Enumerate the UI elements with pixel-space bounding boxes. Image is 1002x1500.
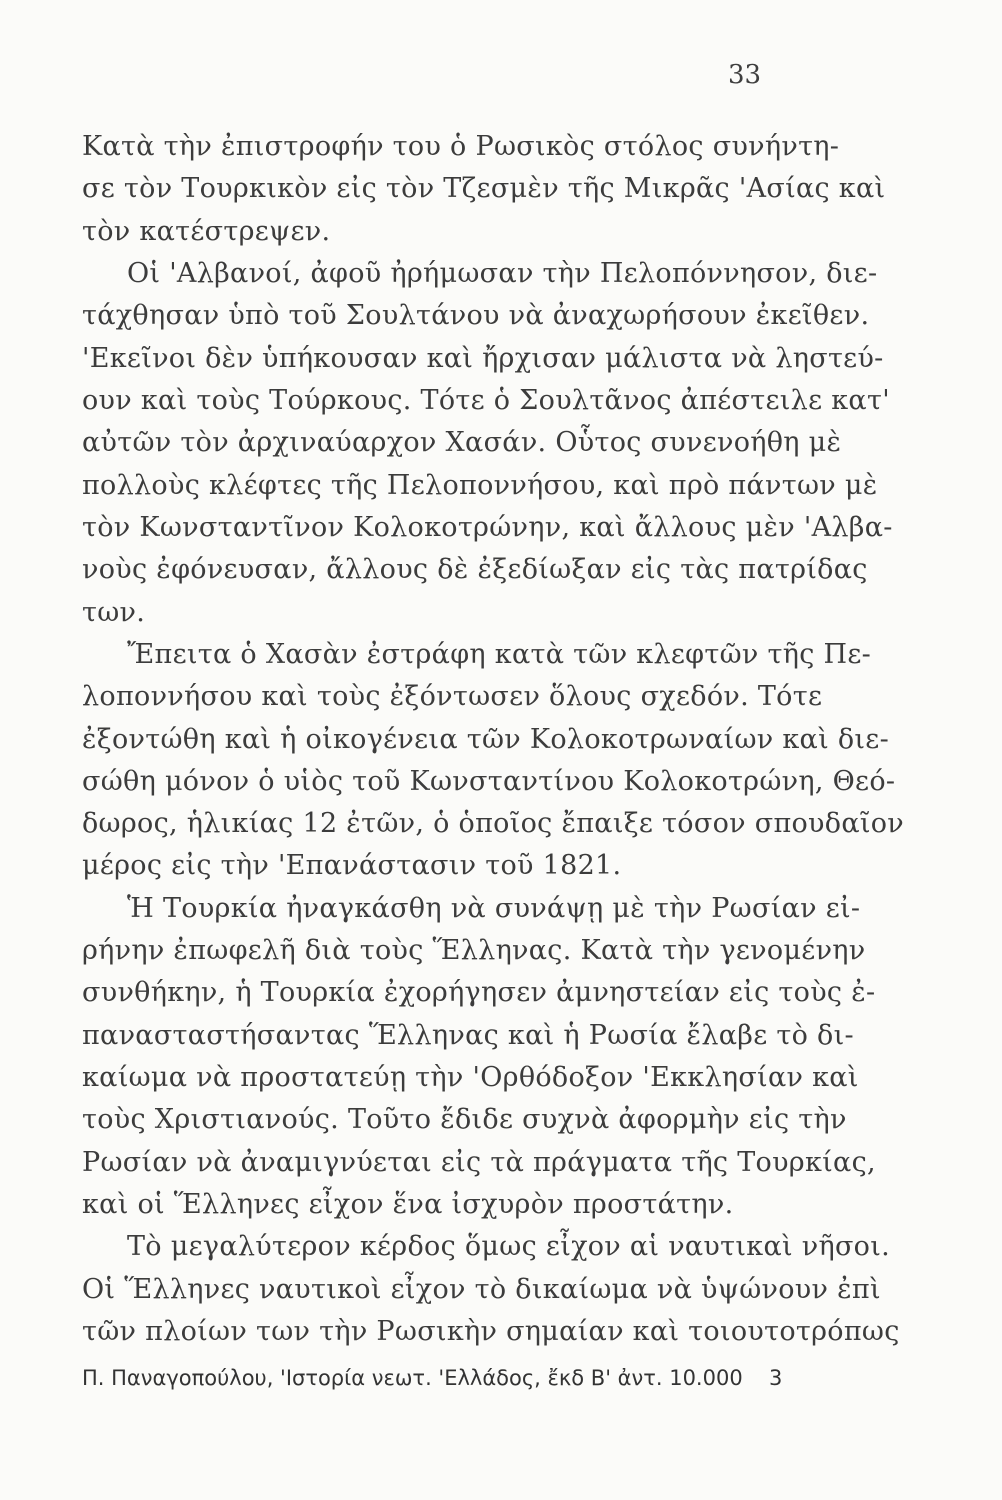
text-line: δωρος, ἡλικίας 12 ἐτῶν, ὁ ὁποῖος ἔπαιξε τόσον σπουδαῖον [82, 808, 905, 839]
text-line: Οἱ Ἕλληνες ναυτικοὶ εἶχον τὸ δικαίωμα νὰ ὑψώνουν ἐπὶ [82, 1274, 881, 1305]
text-line: αὐτῶν τὸν ἀρχιναύαρχον Χασάν. Οὗτος συνενοήθη μὲ [82, 427, 842, 458]
text-line: σε τὸν Τουρκικὸν εἰς τὸν Τζεσμὲν τῆς Μικρᾶς 'Ασίας καὶ [82, 173, 886, 204]
text-line: μέρος εἰς τὴν 'Επανάστασιν τοῦ 1821. [82, 850, 622, 881]
text-line: τῶν πλοίων των τὴν Ρωσικὴν σημαίαν καὶ τοιουτοτρόπως [82, 1316, 900, 1347]
text-line: σώθη μόνον ὁ υἱὸς τοῦ Κωνσταντίνου Κολοκοτρώνη, Θεό- [82, 766, 896, 797]
text-line: Τὸ μεγαλύτερον κέρδος ὅμως εἶχον αἱ ναυτικαὶ νῆσοι. [127, 1231, 890, 1262]
text-line: τάχθησαν ὑπὸ τοῦ Σουλτάνου νὰ ἀναχωρήσουν ἐκεῖθεν. [82, 300, 870, 331]
text-line: τὸν κατέστρεψεν. [82, 216, 331, 247]
text-line: συνθήκην, ἡ Τουρκία ἐχορήγησεν ἀμνηστείαν εἰς τοὺς ἐ- [82, 977, 876, 1008]
text-line: νοὺς ἐφόνευσαν, ἄλλους δὲ ἐξεδίωξαν εἰς τὰς πατρίδας [82, 554, 868, 585]
text-line: πολλοὺς κλέφτες τῆς Πελοποννήσου, καὶ πρὸ πάντων μὲ [82, 470, 878, 501]
text-line: 'Εκεῖνοι δὲν ὑπήκουσαν καὶ ἤρχισαν μάλιστα νὰ ληστεύ- [82, 343, 884, 374]
page-number: 33 [728, 60, 762, 90]
text-line: Ρωσίαν νὰ ἀναμιγνύεται εἰς τὰ πράγματα τῆς Τουρκίας, [82, 1147, 876, 1178]
text-line: καίωμα νὰ προστατεύῃ τὴν 'Ορθόδοξον 'Εκκλησίαν καὶ [82, 1062, 859, 1093]
signature-mark: 3 [769, 1366, 783, 1390]
text-line: Κατὰ τὴν ἐπιστροφήν του ὁ Ρωσικὸς στόλος συνήντη- [82, 131, 840, 162]
text-line: ρήνην ἐπωφελῆ διὰ τοὺς Ἕλληνας. Κατὰ τὴν γενομένην [82, 935, 866, 966]
footer-imprint: Π. Παναγοπούλου, 'Ιστορία νεωτ. 'Ελλάδος, ἔκδ Β' ἀντ. 10.000 [82, 1366, 743, 1390]
text-line: Ἡ Τουρκία ἠναγκάσθη νὰ συνάψῃ μὲ τὴν Ρωσίαν εἰ- [127, 893, 861, 924]
text-line: καὶ οἱ Ἕλληνες εἶχον ἕνα ἰσχυρὸν προστάτην. [82, 1189, 734, 1220]
text-line: τοὺς Χριστιανούς. Τοῦτο ἔδιδε συχνὰ ἀφορμὴν εἰς τὴν [82, 1104, 847, 1135]
text-line: λοποννήσου καὶ τοὺς ἐξόντωσεν ὅλους σχεδόν. Τότε [82, 681, 823, 712]
text-line: Ἔπειτα ὁ Χασὰν ἐστράφη κατὰ τῶν κλεφτῶν τῆς Πε- [127, 639, 872, 670]
text-line: ουν καὶ τοὺς Τούρκους. Τότε ὁ Σουλτᾶνος ἀπέστειλε κατ' [82, 385, 890, 416]
text-line: Οἱ 'Αλβανοί, ἀφοῦ ἠρήμωσαν τὴν Πελοπόννησον, διε- [127, 258, 878, 289]
text-line: ἐξοντώθη καὶ ἡ οἰκογένεια τῶν Κολοκοτρωναίων καὶ διε- [82, 724, 890, 755]
text-line: των. [82, 597, 146, 628]
text-line: πανασταστήσαντας Ἕλληνας καὶ ἡ Ρωσία ἔλαβε τὸ δι- [82, 1020, 854, 1051]
text-line: τὸν Κωνσταντῖνον Κολοκοτρώνην, καὶ ἄλλους μὲν 'Αλβα- [82, 512, 893, 543]
